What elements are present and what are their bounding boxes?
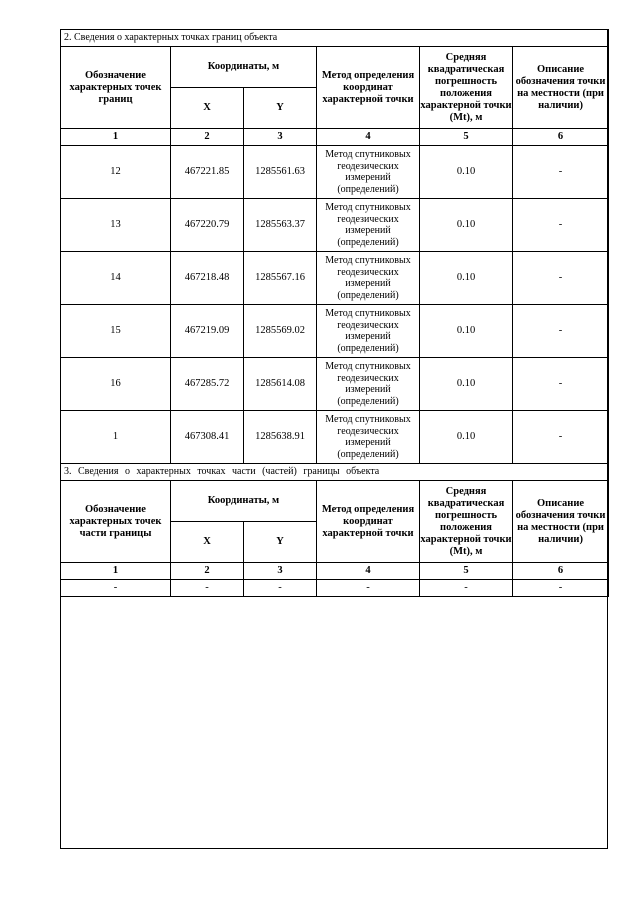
coord-y: 1285567.16 — [244, 252, 317, 305]
point-id: 13 — [61, 199, 171, 252]
col-number: 1 — [61, 129, 171, 146]
coord-y: 1285638.91 — [244, 411, 317, 464]
header-accuracy: Средняя квадратическая погрешность положения характерной точки (Mt), м — [420, 47, 513, 129]
description: - — [513, 146, 609, 199]
coord-x: 467218.48 — [171, 252, 244, 305]
coord-y: 1285569.02 — [244, 305, 317, 358]
document-frame — [60, 29, 608, 849]
col-number: 6 — [513, 129, 609, 146]
accuracy: 0.10 — [420, 358, 513, 411]
header-coordinates: Координаты, м — [171, 47, 317, 88]
boundary-points-table — [60, 29, 609, 597]
coord-x: 467285.72 — [171, 358, 244, 411]
accuracy: - — [420, 580, 513, 597]
point-id: - — [61, 580, 171, 597]
accuracy: 0.10 — [420, 252, 513, 305]
header-point-designation: Обозначение характерных точек части границы — [61, 481, 171, 563]
header-y: Y — [244, 522, 317, 563]
table-row — [61, 305, 609, 358]
coord-x: - — [171, 580, 244, 597]
coord-y: - — [244, 580, 317, 597]
point-id: 14 — [61, 252, 171, 305]
description: - — [513, 411, 609, 464]
method: Метод спутниковых геодезических измерений (определений) — [317, 305, 420, 358]
coord-x: 467220.79 — [171, 199, 244, 252]
coord-y: 1285563.37 — [244, 199, 317, 252]
table-row — [61, 358, 609, 411]
description: - — [513, 199, 609, 252]
accuracy: 0.10 — [420, 305, 513, 358]
point-id: 15 — [61, 305, 171, 358]
header-x: X — [171, 522, 244, 563]
accuracy: 0.10 — [420, 146, 513, 199]
accuracy: 0.10 — [420, 411, 513, 464]
col-number: 5 — [420, 129, 513, 146]
table-row — [61, 199, 609, 252]
col-number: 2 — [171, 563, 244, 580]
col-number: 4 — [317, 129, 420, 146]
description: - — [513, 580, 609, 597]
point-id: 1 — [61, 411, 171, 464]
col-number: 2 — [171, 129, 244, 146]
col-number: 3 — [244, 129, 317, 146]
method: Метод спутниковых геодезических измерений (определений) — [317, 411, 420, 464]
col-number: 6 — [513, 563, 609, 580]
section3-title: 3. Сведения о характерных точках части (частей) границы объекта — [61, 464, 609, 481]
description: - — [513, 358, 609, 411]
header-coordinates: Координаты, м — [171, 481, 317, 522]
section-title-row — [61, 30, 609, 47]
section2-title: 2. Сведения о характерных точках границ объекта — [61, 30, 609, 47]
method: - — [317, 580, 420, 597]
method: Метод спутниковых геодезических измерений (определений) — [317, 252, 420, 305]
column-number-row — [61, 563, 609, 580]
table-row — [61, 580, 609, 597]
description: - — [513, 305, 609, 358]
col-number: 3 — [244, 563, 317, 580]
header-description: Описание обозначения точки на местности (при наличии) — [513, 481, 609, 563]
point-id: 16 — [61, 358, 171, 411]
method: Метод спутниковых геодезических измерений (определений) — [317, 358, 420, 411]
method: Метод спутниковых геодезических измерений (определений) — [317, 199, 420, 252]
table-row — [61, 411, 609, 464]
method: Метод спутниковых геодезических измерений (определений) — [317, 146, 420, 199]
header-method: Метод определения координат характерной точки — [317, 47, 420, 129]
table-row — [61, 252, 609, 305]
header-point-designation: Обозначение характерных точек границ — [61, 47, 171, 129]
header-y: Y — [244, 88, 317, 129]
coord-x: 467219.09 — [171, 305, 244, 358]
header-description: Описание обозначения точки на местности (при наличии) — [513, 47, 609, 129]
header-method: Метод определения координат характерной точки — [317, 481, 420, 563]
coord-x: 467221.85 — [171, 146, 244, 199]
section-title-row — [61, 464, 609, 481]
col-number: 5 — [420, 563, 513, 580]
header-accuracy: Средняя квадратическая погрешность положения характерной точки (Mt), м — [420, 481, 513, 563]
point-id: 12 — [61, 146, 171, 199]
accuracy: 0.10 — [420, 199, 513, 252]
description: - — [513, 252, 609, 305]
coord-y: 1285561.63 — [244, 146, 317, 199]
table-row — [61, 146, 609, 199]
col-number: 1 — [61, 563, 171, 580]
coord-x: 467308.41 — [171, 411, 244, 464]
header-x: X — [171, 88, 244, 129]
col-number: 4 — [317, 563, 420, 580]
coord-y: 1285614.08 — [244, 358, 317, 411]
column-number-row — [61, 129, 609, 146]
